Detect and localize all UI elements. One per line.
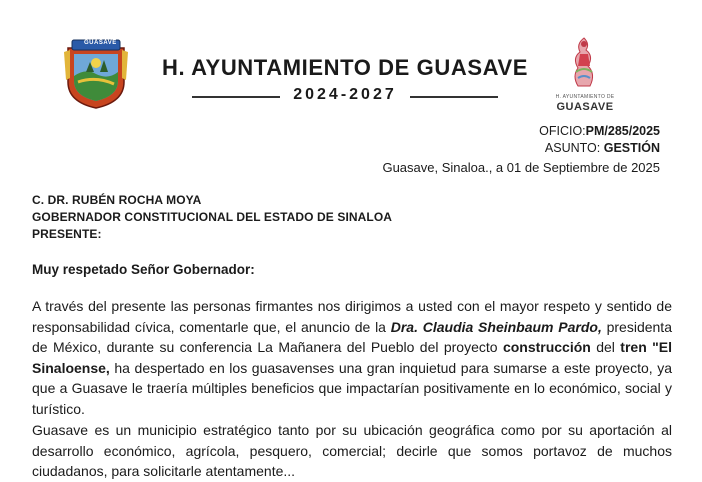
oficio-label: OFICIO:: [539, 124, 586, 138]
p1-text-4: ha despertado en los guasavenses una gran inquietud para sumarse a este proyecto, ya que a Guasave le traería múltiples beneficios que impactarían positivamente en lo económico, social y turístico.: [32, 359, 672, 417]
years-divider-right: [410, 96, 498, 98]
salutation: Muy respetado Señor Gobernador:: [32, 262, 255, 277]
p1-bold-construccion: construcción: [502, 339, 591, 355]
asunto-label: ASUNTO:: [544, 141, 601, 155]
p1-text-2: presidenta de México, durante su conferencia La Mañanera del Pueblo del proyecto: [32, 318, 672, 355]
place-date: Guasave, Sinaloa., a 01 de Septiembre de 2025: [382, 160, 660, 175]
asunto-value: GESTIÓN: [603, 141, 660, 155]
oficio-line: [539, 124, 660, 138]
administration-years: 2024-2027: [293, 86, 397, 103]
oficio-value: PM/285/2025: [585, 124, 660, 138]
logo-caption: H. AYUNTAMIENTO DE: [555, 94, 615, 100]
guasave-logo: [548, 36, 622, 112]
recipient-name: C. DR. RUBÉN ROCHA MOYA: [32, 193, 202, 207]
asunto-line: [545, 141, 660, 155]
p1-text-1: A través del presente las personas firmantes nos dirigimos a usted con el mayor respeto y sentido de responsabilidad cívica, comentarle que, el anuncio de la: [32, 298, 672, 335]
logo-name: GUASAVE: [556, 101, 614, 113]
page-title: H. AYUNTAMIENTO DE GUASAVE: [161, 55, 528, 80]
seal-label: GUASAVE: [84, 40, 117, 46]
p1-bold-tren: tren "El Sinaloense,: [32, 339, 672, 376]
figure-logo-icon: [566, 36, 602, 88]
recipient-position: GOBERNADOR CONSTITUCIONAL DEL ESTADO DE SINALOA: [32, 210, 393, 224]
body-paragraph-2: Guasave es un municipio estratégico tanto por su ubicación geográfica como por su aportación al desarrollo económico, agrícola, pesquero, comercial; decirle que somos portavoz de muchos ciudadanos, para solicitarle atentamente...: [32, 422, 672, 479]
municipal-seal-icon: [64, 38, 128, 110]
recipient-presente: PRESENTE:: [32, 227, 102, 241]
p1-name-president: Dra. Claudia Sheinbaum Pardo,: [390, 318, 602, 335]
body-paragraph-1: [32, 296, 672, 419]
p1-text-3: del: [590, 339, 621, 355]
years-row: [186, 86, 504, 106]
